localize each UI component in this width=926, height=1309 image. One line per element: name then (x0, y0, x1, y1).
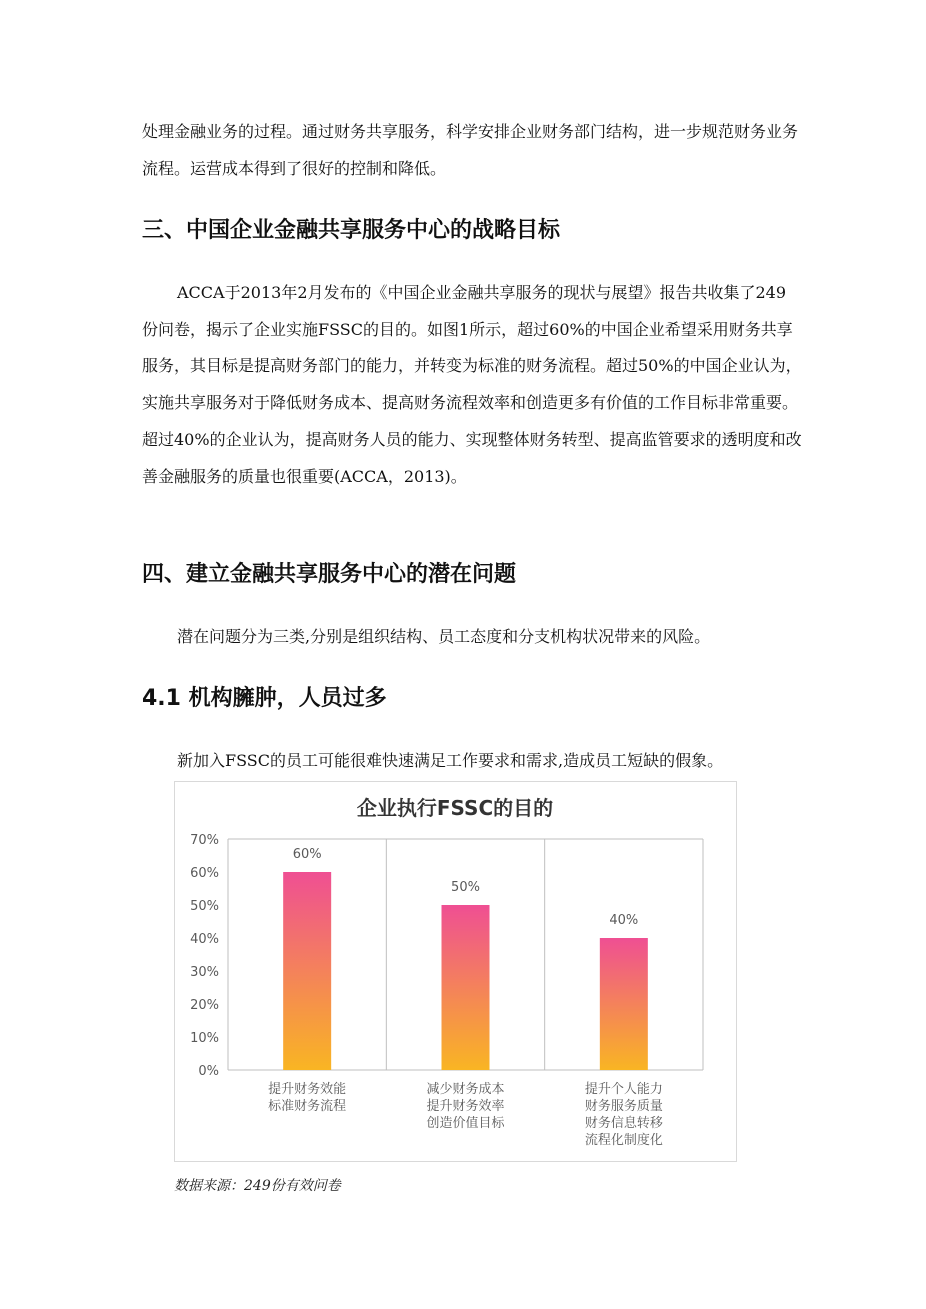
y-tick-label: 50% (190, 899, 219, 914)
category-label: 财务信息转移 (584, 1116, 663, 1131)
subsection-heading-4-1: 4.1 机构臃肿，人员过多 (142, 686, 387, 711)
category-label: 提升财务效率 (426, 1099, 505, 1114)
data-label: 50% (451, 880, 480, 895)
bar (283, 872, 331, 1070)
section-heading-3: 三、中国企业金融共享服务中心的战略目标 (142, 218, 561, 243)
category-label: 标准财务流程 (268, 1099, 347, 1114)
paragraph-staff-shortage: 新加入FSSC的员工可能很难快速满足工作要求和需求,造成员工短缺的假象。 (177, 751, 724, 770)
category-label: 提升个人能力 (584, 1082, 663, 1097)
category-label: 提升财务效能 (268, 1082, 347, 1097)
fssc-purpose-chart (174, 781, 737, 1162)
bar (600, 938, 648, 1070)
paragraph-intro-continuation: 处理金融业务的过程。通过财务共享服务，科学安排企业财务部门结构，进一步规范财务业务流程。运营成本得到了很好的控制和降低。 (142, 122, 799, 178)
y-tick-label: 20% (190, 998, 219, 1013)
paragraph-potential-problems: 潜在问题分为三类,分别是组织结构、员工态度和分支机构状况带来的风险。 (177, 627, 711, 646)
bar (442, 905, 490, 1070)
y-tick-label: 40% (190, 932, 219, 947)
chart-svg (175, 782, 736, 1161)
data-label: 40% (609, 913, 639, 928)
chart-title: 企业执行FSSC的目的 (356, 796, 554, 820)
paragraph-strategic-goals: ACCA于2013年2月发布的《中国企业金融共享服务的现状与展望》报告共收集了249份问卷，揭示了企业实施FSSC的目的。如图1所示，超过60%的中国企业希望采用财务共享服务，其目标是提高财务部门的能力，并转变为标准的财务流程。超过50%的中国企业认为，实施共享服务对于降低财务成本、提高财务流程效率和创造更多有价值的工作目标非常重要。超过40%的企业认为，提高财务人员的能力、实现整体财务转型、提高监管要求的透明度和改善金融服务的质量也很重要(ACCA，2013)。 (142, 283, 802, 486)
data-source-note: 数据来源：249份有效问卷 (174, 1178, 341, 1194)
y-tick-label: 0% (198, 1064, 219, 1079)
section-heading-4: 四、建立金融共享服务中心的潜在问题 (142, 562, 517, 587)
y-tick-label: 10% (190, 1031, 219, 1046)
category-label: 减少财务成本 (426, 1082, 505, 1097)
data-label: 60% (292, 847, 322, 862)
y-tick-label: 30% (190, 965, 219, 980)
y-tick-label: 70% (190, 833, 219, 848)
category-label: 创造价值目标 (426, 1116, 505, 1131)
y-tick-label: 60% (190, 866, 219, 881)
category-label: 流程化制度化 (584, 1133, 663, 1148)
category-label: 财务服务质量 (584, 1099, 663, 1114)
